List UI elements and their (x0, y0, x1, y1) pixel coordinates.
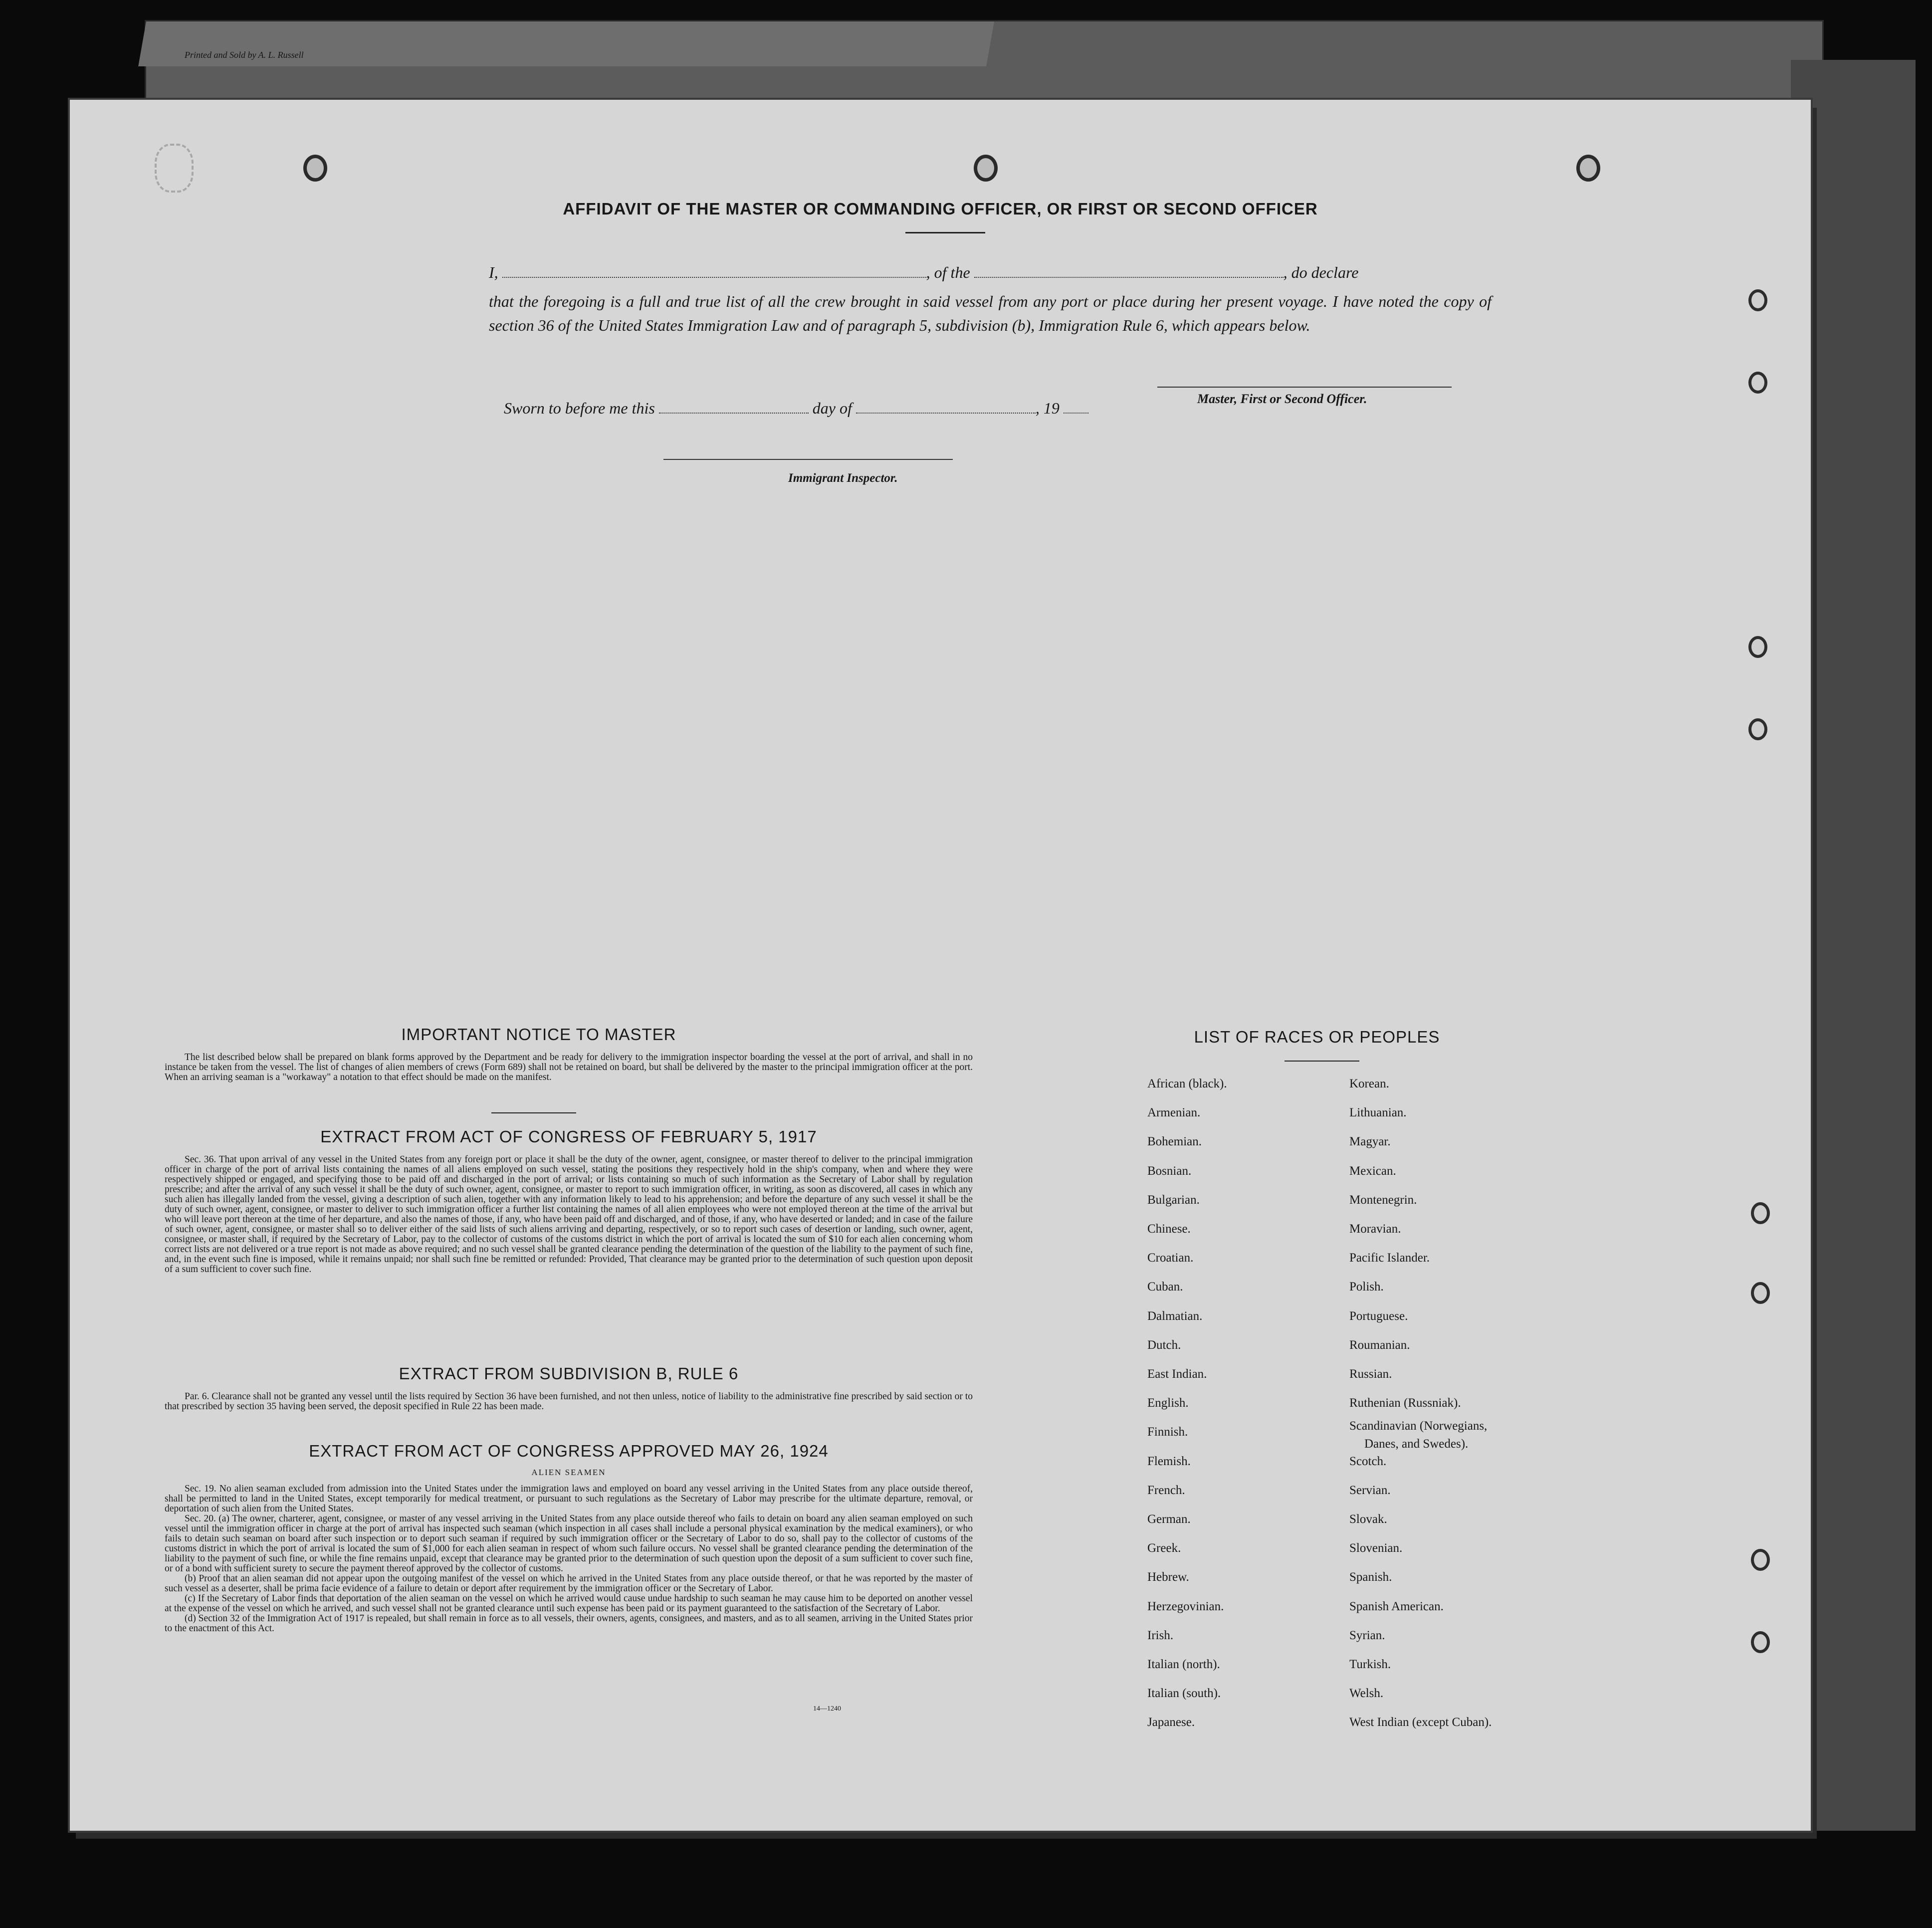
race-item: Korean. (1349, 1077, 1389, 1090)
sworn-day-blank[interactable] (659, 401, 809, 414)
punch-hole-icon (1576, 155, 1600, 182)
race-item: Croatian. (1147, 1251, 1194, 1265)
extract-1924-paragraph: (b) Proof that an alien seaman did not appear upon the outgoing manifest of the vessel on which he arrived in the United States from any place outside thereof, or that he was reported by the master of such vessel as a deserter, shall be prima facie evidence of a failure to detain or deport after requirement by the immigration officer or the Secretary of Labor. (165, 1573, 973, 1594)
race-item: Syrian. (1349, 1628, 1385, 1642)
extract-1924-paragraph: (d) Section 32 of the Immigration Act of 1917 is repealed, but shall remain in force as to all vessels, their owners, agents, consignees, and masters, and as to all seamen, arriving in the United States prior to the enactment of this Act. (165, 1613, 973, 1634)
race-item: Servian. (1349, 1483, 1391, 1497)
extract-rule6-paragraph: Par. 6. Clearance shall not be granted any vessel until the lists required by Section 36 have been furnished, and not then unless, notice of liability to the administrative fine prescribed by said section or to that prescribed by section 35 having been served, the deposit specified in Rule 22 has been made. (165, 1391, 973, 1412)
extract-1924-paragraph: Sec. 19. No alien seaman excluded from admission into the United States under the immigration laws and employed on board any vessel arriving in the United States from any place outside thereof, shall be permitted to land in the United States, except temporarily for medical treatment, or pursuant to such regulations as the Secretary of Labor may prescribe for the ultimate departure, removal, or deportation of such alien from the United States. (165, 1484, 973, 1514)
race-item: Turkish. (1349, 1658, 1391, 1671)
notice-title: IMPORTANT NOTICE TO MASTER (401, 1025, 676, 1044)
race-item: Montenegrin. (1349, 1193, 1417, 1207)
edge-hole-icon (1751, 1282, 1770, 1304)
punch-hole-icon (303, 155, 327, 182)
race-item: French. (1147, 1483, 1185, 1497)
affidavit-declaration-line (489, 260, 1482, 284)
race-item: Flemish. (1147, 1454, 1191, 1468)
race-item: Armenian. (1147, 1106, 1201, 1120)
edge-hole-icon (1748, 372, 1767, 394)
race-item: Welsh. (1349, 1687, 1384, 1701)
affidavit-title: AFFIDAVIT OF THE MASTER OR COMMANDING OFFICER, OR FIRST OR SECOND OFFICER (563, 200, 1318, 218)
section-rule (491, 1112, 576, 1113)
races-title: LIST OF RACES OR PEOPLES (1194, 1028, 1440, 1046)
races-title-rule (1285, 1061, 1359, 1062)
race-item: Magyar. (1349, 1135, 1391, 1149)
form-number: 14—1240 (813, 1705, 841, 1713)
edge-hole-icon (1748, 718, 1767, 740)
title-rule (905, 232, 985, 233)
race-item: Pacific Islander. (1349, 1251, 1430, 1265)
notice-text (165, 1053, 973, 1082)
inspector-signature-line[interactable] (663, 459, 953, 460)
edge-hole-icon (1751, 1549, 1770, 1571)
extract-1924-title: EXTRACT FROM ACT OF CONGRESS APPROVED MAY 26, 1924 (309, 1442, 829, 1460)
race-item: Bohemian. (1147, 1135, 1202, 1149)
race-item: Ruthenian (Russniak). (1349, 1396, 1461, 1410)
race-item: Scotch. (1349, 1454, 1387, 1468)
race-item: Hebrew. (1147, 1570, 1189, 1584)
race-item: Polish. (1349, 1280, 1384, 1294)
document-page (70, 100, 1811, 1831)
extract-rule6-title: EXTRACT FROM SUBDIVISION B, RULE 6 (399, 1364, 739, 1383)
extract-1924-text (165, 1484, 973, 1634)
race-item: Bosnian. (1147, 1164, 1192, 1178)
sworn-prefix: Sworn to before me this (504, 399, 655, 417)
race-item: Bulgarian. (1147, 1193, 1200, 1207)
race-item: Irish. (1147, 1628, 1174, 1642)
extract-1917-text (165, 1155, 973, 1275)
notice-paragraph: The list described below shall be prepared on blank forms approved by the Department and be ready for delivery to the immigration inspector boarding the vessel at the port of arrival, and shall in no instance be taken from the vessel. The list of changes of alien members of crews (Form 689) shall not be retained on board, but shall be delivered by the master to the principal immigration officer at the port. When an arriving seaman is a "workaway" a notation to that effect should be made on the manifest. (165, 1052, 973, 1082)
race-item: Cuban. (1147, 1280, 1183, 1294)
race-item: Russian. (1349, 1367, 1392, 1381)
race-item: English. (1147, 1396, 1189, 1410)
race-item: Scandinavian (Norwegians, (1349, 1419, 1488, 1433)
race-item: Slovak. (1349, 1512, 1387, 1526)
printer-note: Printed and Sold by A. L. Russell (185, 50, 304, 60)
extract-rule6-text (165, 1392, 973, 1412)
race-item: Moravian. (1349, 1222, 1401, 1236)
race-item: Lithuanian. (1349, 1106, 1407, 1120)
name-blank[interactable] (502, 264, 926, 278)
race-item: East Indian. (1147, 1367, 1207, 1381)
race-item: Greek. (1147, 1541, 1181, 1555)
race-item: Mexican. (1349, 1164, 1396, 1178)
edge-hole-icon (1748, 636, 1767, 658)
race-item: Herzegovinian. (1147, 1599, 1224, 1613)
affidavit-of-the: , of the (926, 263, 970, 281)
race-item: Italian (south). (1147, 1687, 1221, 1701)
extract-1917-title: EXTRACT FROM ACT OF CONGRESS OF FEBRUARY 5, 1917 (320, 1127, 817, 1146)
race-item: German. (1147, 1512, 1191, 1526)
race-item: Japanese. (1147, 1715, 1195, 1729)
race-item: Dutch. (1147, 1338, 1181, 1352)
extract-1924-paragraph: Sec. 20. (a) The owner, charterer, agent, consignee, or master of any vessel arriving in the United States from any place outside thereof who fails to detain on board any alien seaman employed on such vessel until the immigration officer in charge at the port of arrival has inspected such seaman (which inspection in all cases shall include a personal physical examination by the medical examiners), or who fails to detain such seaman on board after such inspection or to deport such seaman if required by such immigration officer or the Secretary of Labor to do so, shall pay to the collector of customs of the customs district in which the port of arrival is located the sum of $1,000 for each alien seaman in respect of whom such failure occurs. No vessel shall be granted clearance pending the determination of the liability to the payment of such fine, or while the fine remains unpaid, except that clearance may be granted prior to the determination of such question upon the deposit of a sum sufficient to cover such fine, or of a bond with sufficient surety to secure the payment thereof approved by the collector of customs. (165, 1513, 973, 1574)
race-item: Portuguese. (1349, 1309, 1408, 1323)
officer-signature-caption: Master, First or Second Officer. (1197, 392, 1367, 406)
race-item: West Indian (except Cuban). (1349, 1715, 1492, 1729)
edge-hole-icon (1748, 289, 1767, 311)
edge-hole-icon (1751, 1631, 1770, 1653)
race-item: Danes, and Swedes). (1364, 1437, 1469, 1451)
stamp-mark (155, 144, 194, 193)
officer-signature-line[interactable] (1157, 387, 1452, 388)
extract-1917-paragraph: Sec. 36. That upon arrival of any vessel in the United States from any foreign port or place it shall be the duty of the owner, agent, consignee, or master thereof to deliver to the principal immigration officer in charge of the port of arrival lists containing the names of all aliens employed on such vessel, stating the positions they respectively hold in the ship's company, when and where they were respectively shipped or engaged, and specifying those to be paid off and discharged in the port of arrival; or lists containing so much of such information as the Secretary of Labor shall by regulation prescribe; and after the arrival of any such vessel it shall be the duty of such owner, agent, consignee, or master to report to such immigration officer, in writing, as soon as discovered, all cases in which any such alien has illegally landed from the vessel, giving a description of such alien, together with any information likely to lead to his apprehension; and before the departure of any such vessel it shall be the duty of such owner, agent, consignee, or master to deliver to such immigration officer a further list containing the names of all alien employees who were not employed thereon at the time of the arrival but who will leave port thereon at the time of her departure, and also the names of those, if any, who have been paid off and discharged, and of those, if any, who have deserted or landed; and in case of the failure of such owner, agent, consignee, or master shall so to deliver either of the said lists of such aliens arriving and departing, respectively, or so to report such cases of desertion or landing, such owner, agent, consignee, or master shall, if required by the Secretary of Labor, pay to the collector of customs of the customs district in which the port of arrival is located the sum of $10 for each alien concerning whom correct lists are not delivered or a true report is not made as above required; and no such vessel shall be granted clearance pending the determination of the question of the liability to the payment of such fine, and, in the event such fine is imposed, while it remains unpaid; nor shall such fine be remitted or refunded: Provided, That clearance may be granted prior to the determination of such question upon deposit of a sum sufficient to cover such fine. (165, 1154, 973, 1275)
extract-1924-paragraph: (c) If the Secretary of Labor finds that deportation of the alien seaman on the vessel on which he arrived would cause undue hardship to such seaman he may cause him to be deported on another vessel at the expense of the vessel on which he arrived, and such vessel shall not be granted clearance until such expense has been paid or its payment guaranteed to the satisfaction of the Secretary of Labor. (165, 1593, 973, 1614)
sworn-day-of: day of (812, 399, 852, 417)
race-item: Dalmatian. (1147, 1309, 1203, 1323)
race-item: Italian (north). (1147, 1658, 1220, 1671)
race-item: Spanish. (1349, 1570, 1392, 1584)
sworn-year-blank[interactable] (1064, 401, 1088, 414)
extract-1924-subtitle: ALIEN SEAMEN (531, 1468, 606, 1477)
inspector-caption: Immigrant Inspector. (788, 471, 898, 485)
race-item: African (black). (1147, 1077, 1227, 1090)
punch-hole-icon (974, 155, 998, 182)
sworn-year: , 19 (1035, 399, 1060, 417)
race-item: Chinese. (1147, 1222, 1191, 1236)
edge-hole-icon (1751, 1202, 1770, 1224)
affidavit-do-declare: , do declare (1283, 263, 1359, 281)
sworn-month-blank[interactable] (856, 401, 1036, 414)
vessel-blank[interactable] (974, 264, 1284, 278)
affidavit-body: that the foregoing is a full and true list of all the crew brought in said vessel from any port or place during her present voyage. I have noted the copy of section 36 of the United States Immigration Law and of paragraph 5, subdivision (b), Immigration Rule 6, which appears below. (489, 292, 1492, 334)
affidavit-i: I, (489, 263, 498, 281)
sworn-line (504, 399, 1088, 418)
race-item: Finnish. (1147, 1425, 1188, 1439)
race-item: Spanish American. (1349, 1599, 1444, 1613)
race-item: Roumanian. (1349, 1338, 1410, 1352)
race-item: Slovenian. (1349, 1541, 1403, 1555)
